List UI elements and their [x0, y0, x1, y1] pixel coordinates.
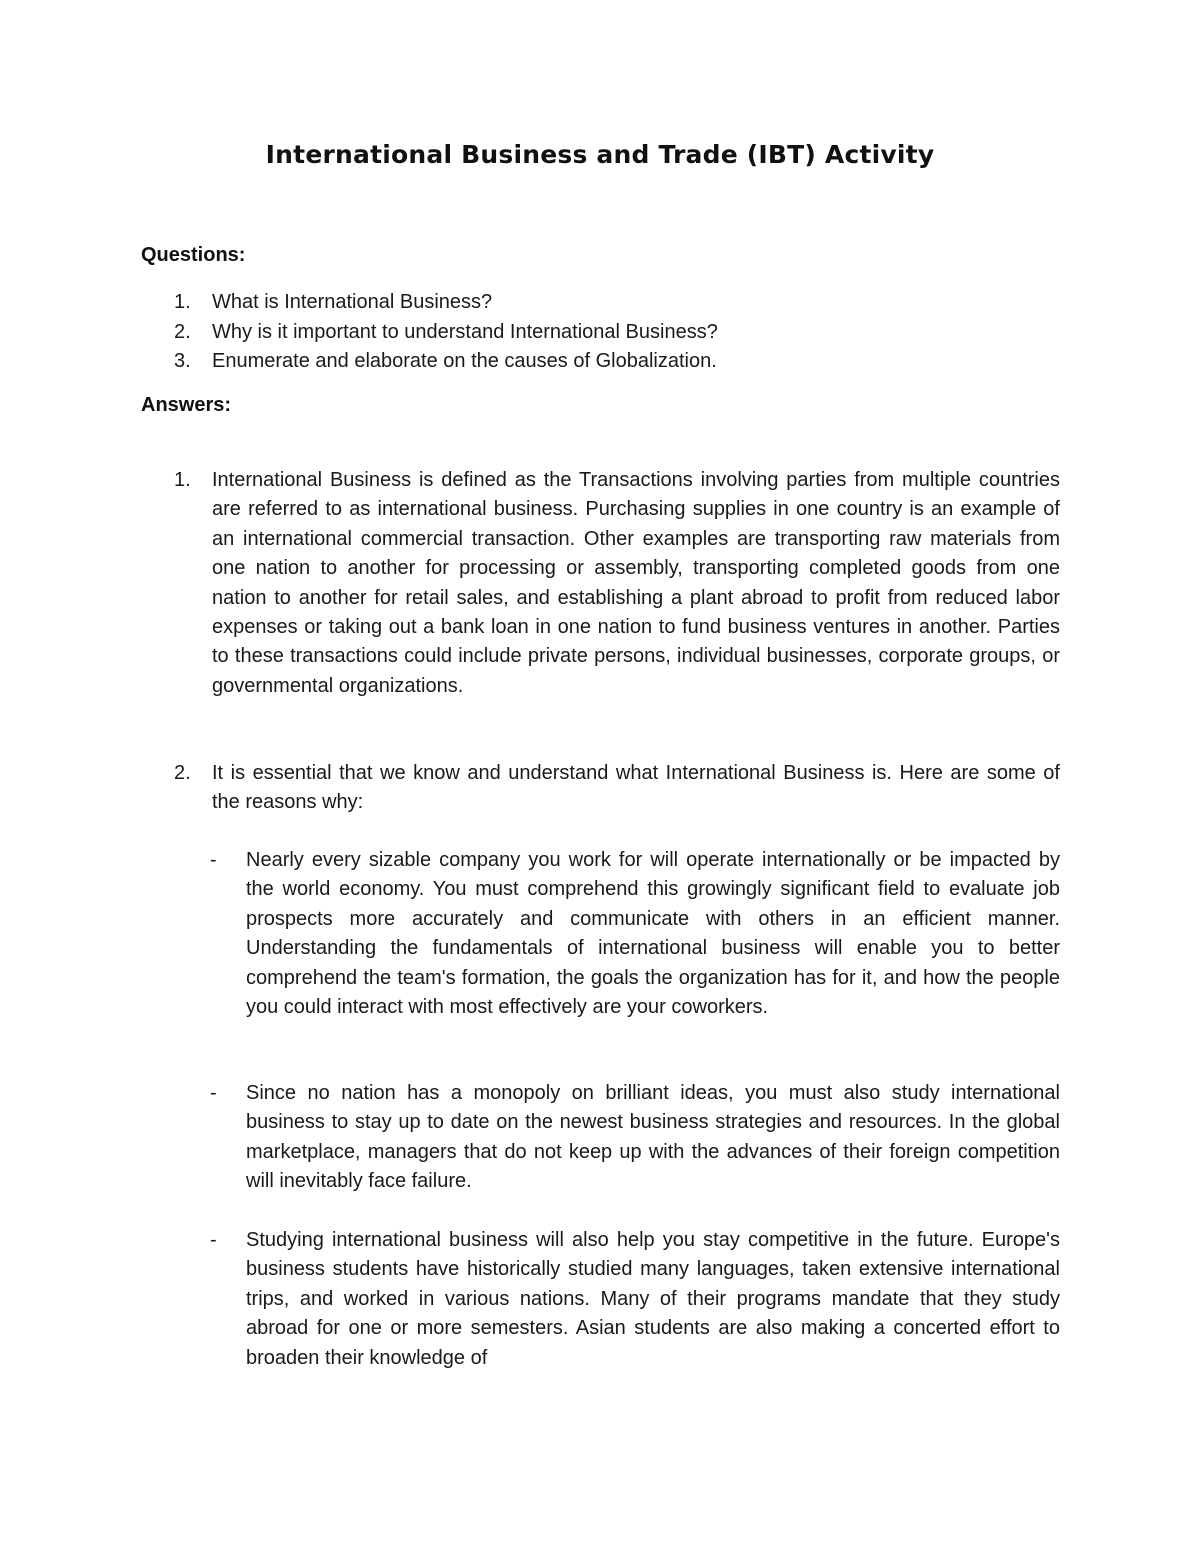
bullet-marker: -: [210, 849, 217, 871]
answer-number: 1.: [174, 469, 191, 491]
question-item: [174, 318, 1074, 348]
question-item: [174, 347, 1074, 377]
answer-item: [174, 759, 1060, 818]
bullet-item: [210, 1226, 1060, 1376]
questions-heading: Questions:: [141, 244, 246, 266]
bullet-marker: -: [210, 1229, 217, 1251]
answer-number: 2.: [174, 762, 191, 784]
question-text: What is International Business?: [212, 291, 493, 313]
bullet-text: Nearly every sizable company you work for will operate internationally or be impacted by the world economy. You must comprehend this growingly significant field to evaluate job prospects more accurately and communicate with others in an efficient manner. Understanding the fundamentals of international business will enable you to better comprehend the team's formation, the goals the organization has for it, and how the people you could interact with most effectively are your coworkers.: [246, 849, 1060, 1019]
question-number: 3.: [174, 350, 191, 372]
question-text: Why is it important to understand International Business?: [212, 320, 718, 343]
bullet-marker: -: [210, 1082, 217, 1104]
bullet-text: Studying international business will also help you stay competitive in the future. Europe's business students have historically studied many languages, taken extensive international trips, and worked in various nations. Many of their programs mandate that they study abroad for one or more semesters. Asian students are also making a concerted effort to broaden their knowledge of: [246, 1229, 1060, 1369]
question-number: 2.: [174, 320, 191, 343]
answers-heading: Answers:: [141, 394, 232, 416]
answer-text: It is essential that we know and understand what International Business is. Here are some of the reasons why:: [212, 762, 1060, 814]
answer-text: International Business is defined as the Transactions involving parties from multiple countries are referred to as international business. Purchasing supplies in one country is an example of an international commercial transaction. Other examples are transporting raw materials from one nation to another for processing or assembly, transporting completed goods from one nation to another for retail sales, and establishing a plant abroad to profit from reduced labor expenses or taking out a bank loan in one nation to fund business ventures in another. Parties to these transactions could include private persons, individual businesses, corporate groups, or governmental organizations.: [212, 469, 1060, 697]
question-number: 1.: [174, 291, 191, 313]
questions-list: [174, 288, 1074, 377]
document-title: International Business and Trade (IBT) Activity: [265, 140, 935, 169]
bullet-item: [210, 846, 1060, 1022]
bullet-item: [210, 1079, 1060, 1197]
answer-item: [174, 466, 1060, 701]
bullet-text: Since no nation has a monopoly on brilliant ideas, you must also study international business to stay up to date on the newest business strategies and resources. In the global marketplace, managers that do not keep up with the advances of their foreign competition will inevitably face failure.: [246, 1082, 1060, 1193]
question-text: Enumerate and elaborate on the causes of Globalization.: [212, 350, 717, 372]
question-item: [174, 288, 1074, 318]
